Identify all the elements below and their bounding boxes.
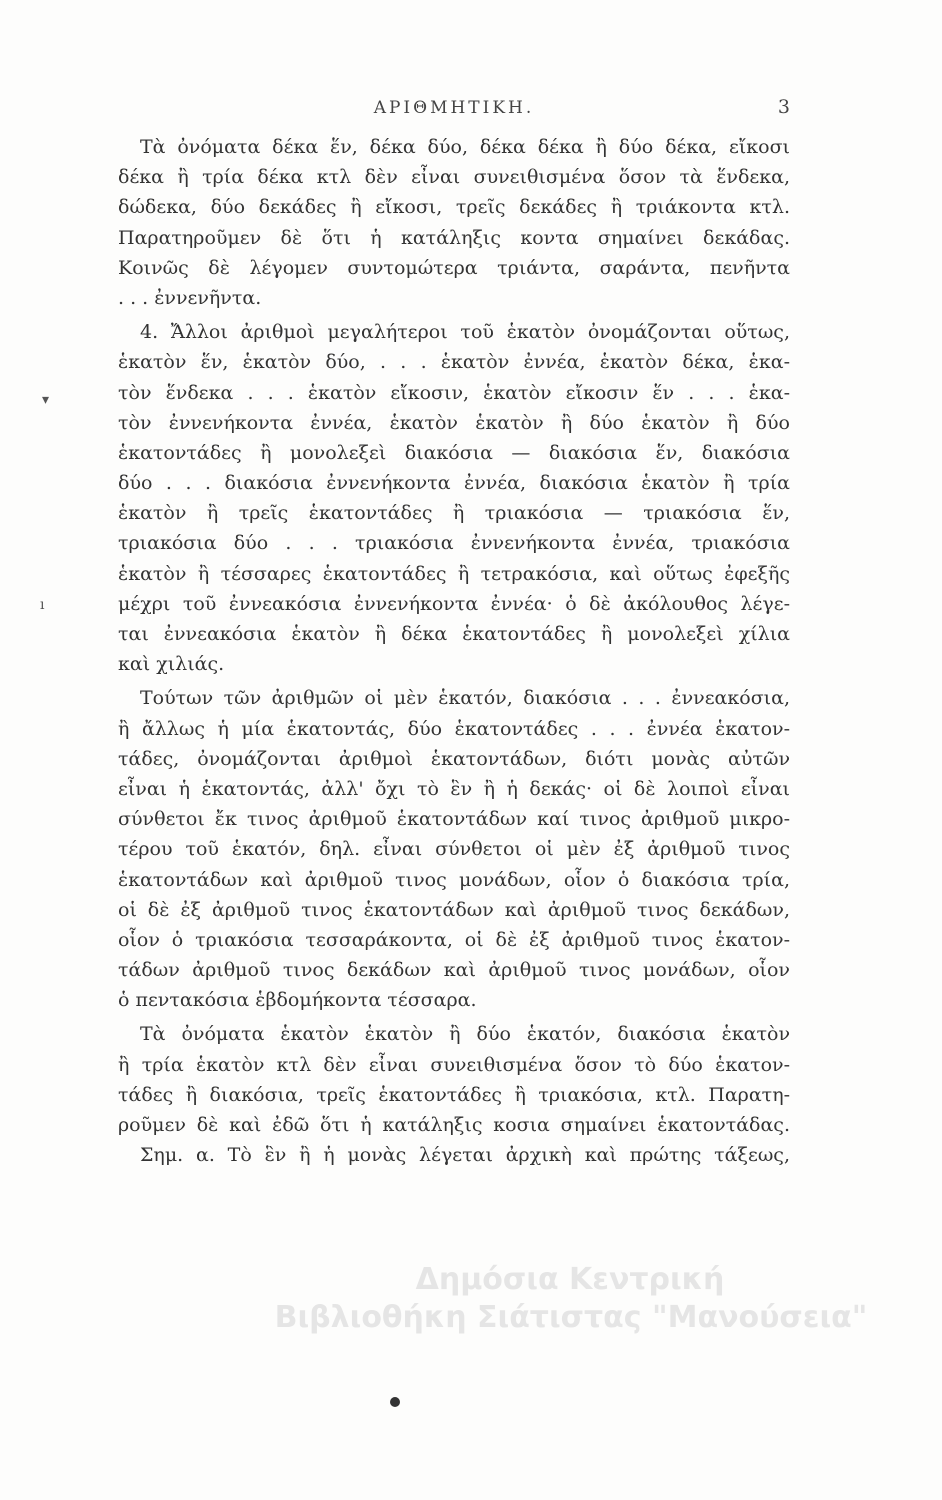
text-line: τάδων ἀριθμοῦ τινος δεκάδων καὶ ἀριθμοῦ τινος μονάδων, οἷον (118, 959, 790, 982)
library-watermark-line1: Δημόσια Κεντρική (415, 1262, 725, 1297)
text-line: Τὰ ὀνόματα δέκα ἕν, δέκα δύο, δέκα δέκα ἢ δύο δέκα, εἴκοσι (140, 136, 790, 158)
text-line: . . . ἐννενῆντα. (118, 286, 262, 309)
text-line: Παρατηροῦμεν δὲ ὅτι ἡ κατάληξις κοντα σημαίνει δεκάδας. (118, 226, 790, 249)
running-header (118, 96, 790, 124)
text-line: Τὰ ὀνόματα ἑκατὸν ἑκατὸν ἢ δύο ἑκατόν, διακόσια ἑκατὸν (140, 1023, 790, 1046)
text-line: τὸν ἐννενήκοντα ἐννέα, ἑκατὸν ἑκατὸν ἢ δύο ἑκατὸν ἢ δύο (118, 411, 790, 434)
text-line: Σημ. α. Τὸ ἓν ἢ ἡ μονὰς λέγεται ἀρχικὴ καὶ πρώτης τάξεως, (140, 1144, 790, 1167)
page-number: 3 (777, 96, 790, 118)
text-line: καὶ χιλιάς. (118, 653, 225, 676)
text-line: Κοινῶς δὲ λέγομεν συντομώτερα τριάντα, σαράντα, πενῆντα (118, 256, 790, 279)
page-body-text (118, 132, 790, 1170)
text-line: ἑκατὸν ἢ τέσσαρες ἑκατοντάδες ἢ τετρακόσια, καὶ οὕτως ἐφεξῆς (118, 562, 790, 585)
page-header-title: ΑΡΙΘΜΗΤΙΚΗ. (373, 98, 535, 118)
text-line: ροῦμεν δὲ καὶ ἐδῶ ὅτι ἡ κατάληξις κοσια σημαίνει ἑκατοντάδας. (118, 1114, 790, 1136)
text-line: τὸν ἕνδεκα . . . ἑκατὸν εἴκοσιν, ἑκατὸν εἴκοσιν ἕν . . . ἑκα- (118, 381, 790, 404)
margin-mark: ı (40, 597, 45, 613)
text-line: ται ἐννεακόσια ἑκατὸν ἢ δέκα ἑκατοντάδες ἢ μονολεξεὶ χίλια (118, 623, 790, 645)
text-line: τάδες, ὀνομάζονται ἀριθμοὶ ἑκατοντάδων, διότι μονὰς αὐτῶν (118, 747, 790, 770)
text-line: 4. Ἄλλοι ἀριθμοὶ μεγαλήτεροι τοῦ ἑκατὸν ὀνομάζονται οὕτως, (140, 321, 790, 344)
text-line: εἶναι ἡ ἑκατοντάς, ἀλλ' ὄχι τὸ ἓν ἢ ἡ δεκάς· οἱ δὲ λοιποὶ εἶναι (118, 777, 790, 800)
text-line: δώδεκα, δύο δεκάδες ἢ εἴκοσι, τρεῖς δεκάδες ἢ τριάκοντα κτλ. (118, 196, 790, 219)
text-line: σύνθετοι ἔκ τινος ἀριθμοῦ ἑκατοντάδων καί τινος ἀριθμοῦ μικρο- (118, 808, 790, 831)
text-line: ὁ πεντακόσια ἑβδομήκοντα τέσσαρα. (118, 989, 477, 1012)
text-line: τριακόσια δύο . . . τριακόσια ἐννενήκοντα ἐννέα, τριακόσια (118, 532, 790, 555)
text-line: οἱ δὲ ἐξ ἀριθμοῦ τινος ἑκατοντάδων καὶ ἀριθμοῦ τινος δεκάδων, (118, 898, 790, 921)
text-line: ἑκατοντάδες ἢ μονολεξεὶ διακόσια — διακόσια ἕν, διακόσια (118, 441, 790, 464)
text-line: τάδες ἢ διακόσια, τρεῖς ἑκατοντάδες ἢ τριακόσια, κτλ. Παρατη- (118, 1083, 790, 1106)
text-line: τέρου τοῦ ἑκατόν, δηλ. εἶναι σύνθετοι οἱ μὲν ἐξ ἀριθμοῦ τινος (118, 838, 790, 861)
text-line: ἑκατοντάδων καὶ ἀριθμοῦ τινος μονάδων, οἷον ὁ διακόσια τρία, (118, 868, 790, 891)
text-line: ἢ ἄλλως ἡ μία ἑκατοντάς, δύο ἑκατοντάδες . . . ἐννέα ἑκατον- (118, 717, 790, 740)
text-line: ἑκατὸν ἢ τρεῖς ἑκατοντάδες ἢ τριακόσια — τριακόσια ἕν, (118, 502, 790, 525)
text-line: δέκα ἢ τρία δέκα κτλ δὲν εἶναι συνειθισμένα ὅσον τὰ ἕνδεκα, (118, 166, 790, 189)
library-watermark-line2: Βιβλιοθήκη Σιάτιστας "Μανούσεια" (274, 1300, 868, 1335)
text-line: ἢ τρία ἑκατὸν κτλ δὲν εἶναι συνειθισμένα ὅσον τὸ δύο ἑκατον- (118, 1053, 790, 1076)
text-line: οἷον ὁ τριακόσια τεσσαράκοντα, οἱ δὲ ἐξ ἀριθμοῦ τινος ἑκατον- (118, 928, 790, 951)
text-line: Τούτων τῶν ἀριθμῶν οἱ μὲν ἑκατόν, διακόσια . . . ἐννεακόσια, (140, 687, 790, 710)
text-line: μέχρι τοῦ ἐννεακόσια ἐννενήκοντα ἐννέα· ὁ δὲ ἀκόλουθος λέγε- (118, 592, 790, 615)
text-line: ἑκατὸν ἕν, ἑκατὸν δύο, . . . ἑκατὸν ἐννέα, ἑκατὸν δέκα, ἑκα- (118, 351, 790, 374)
bullet-dot (390, 1397, 400, 1407)
margin-mark: ▾ (42, 392, 50, 408)
text-line: δύο . . . διακόσια ἐννενήκοντα ἐννέα, διακόσια ἑκατὸν ἢ τρία (118, 472, 790, 495)
